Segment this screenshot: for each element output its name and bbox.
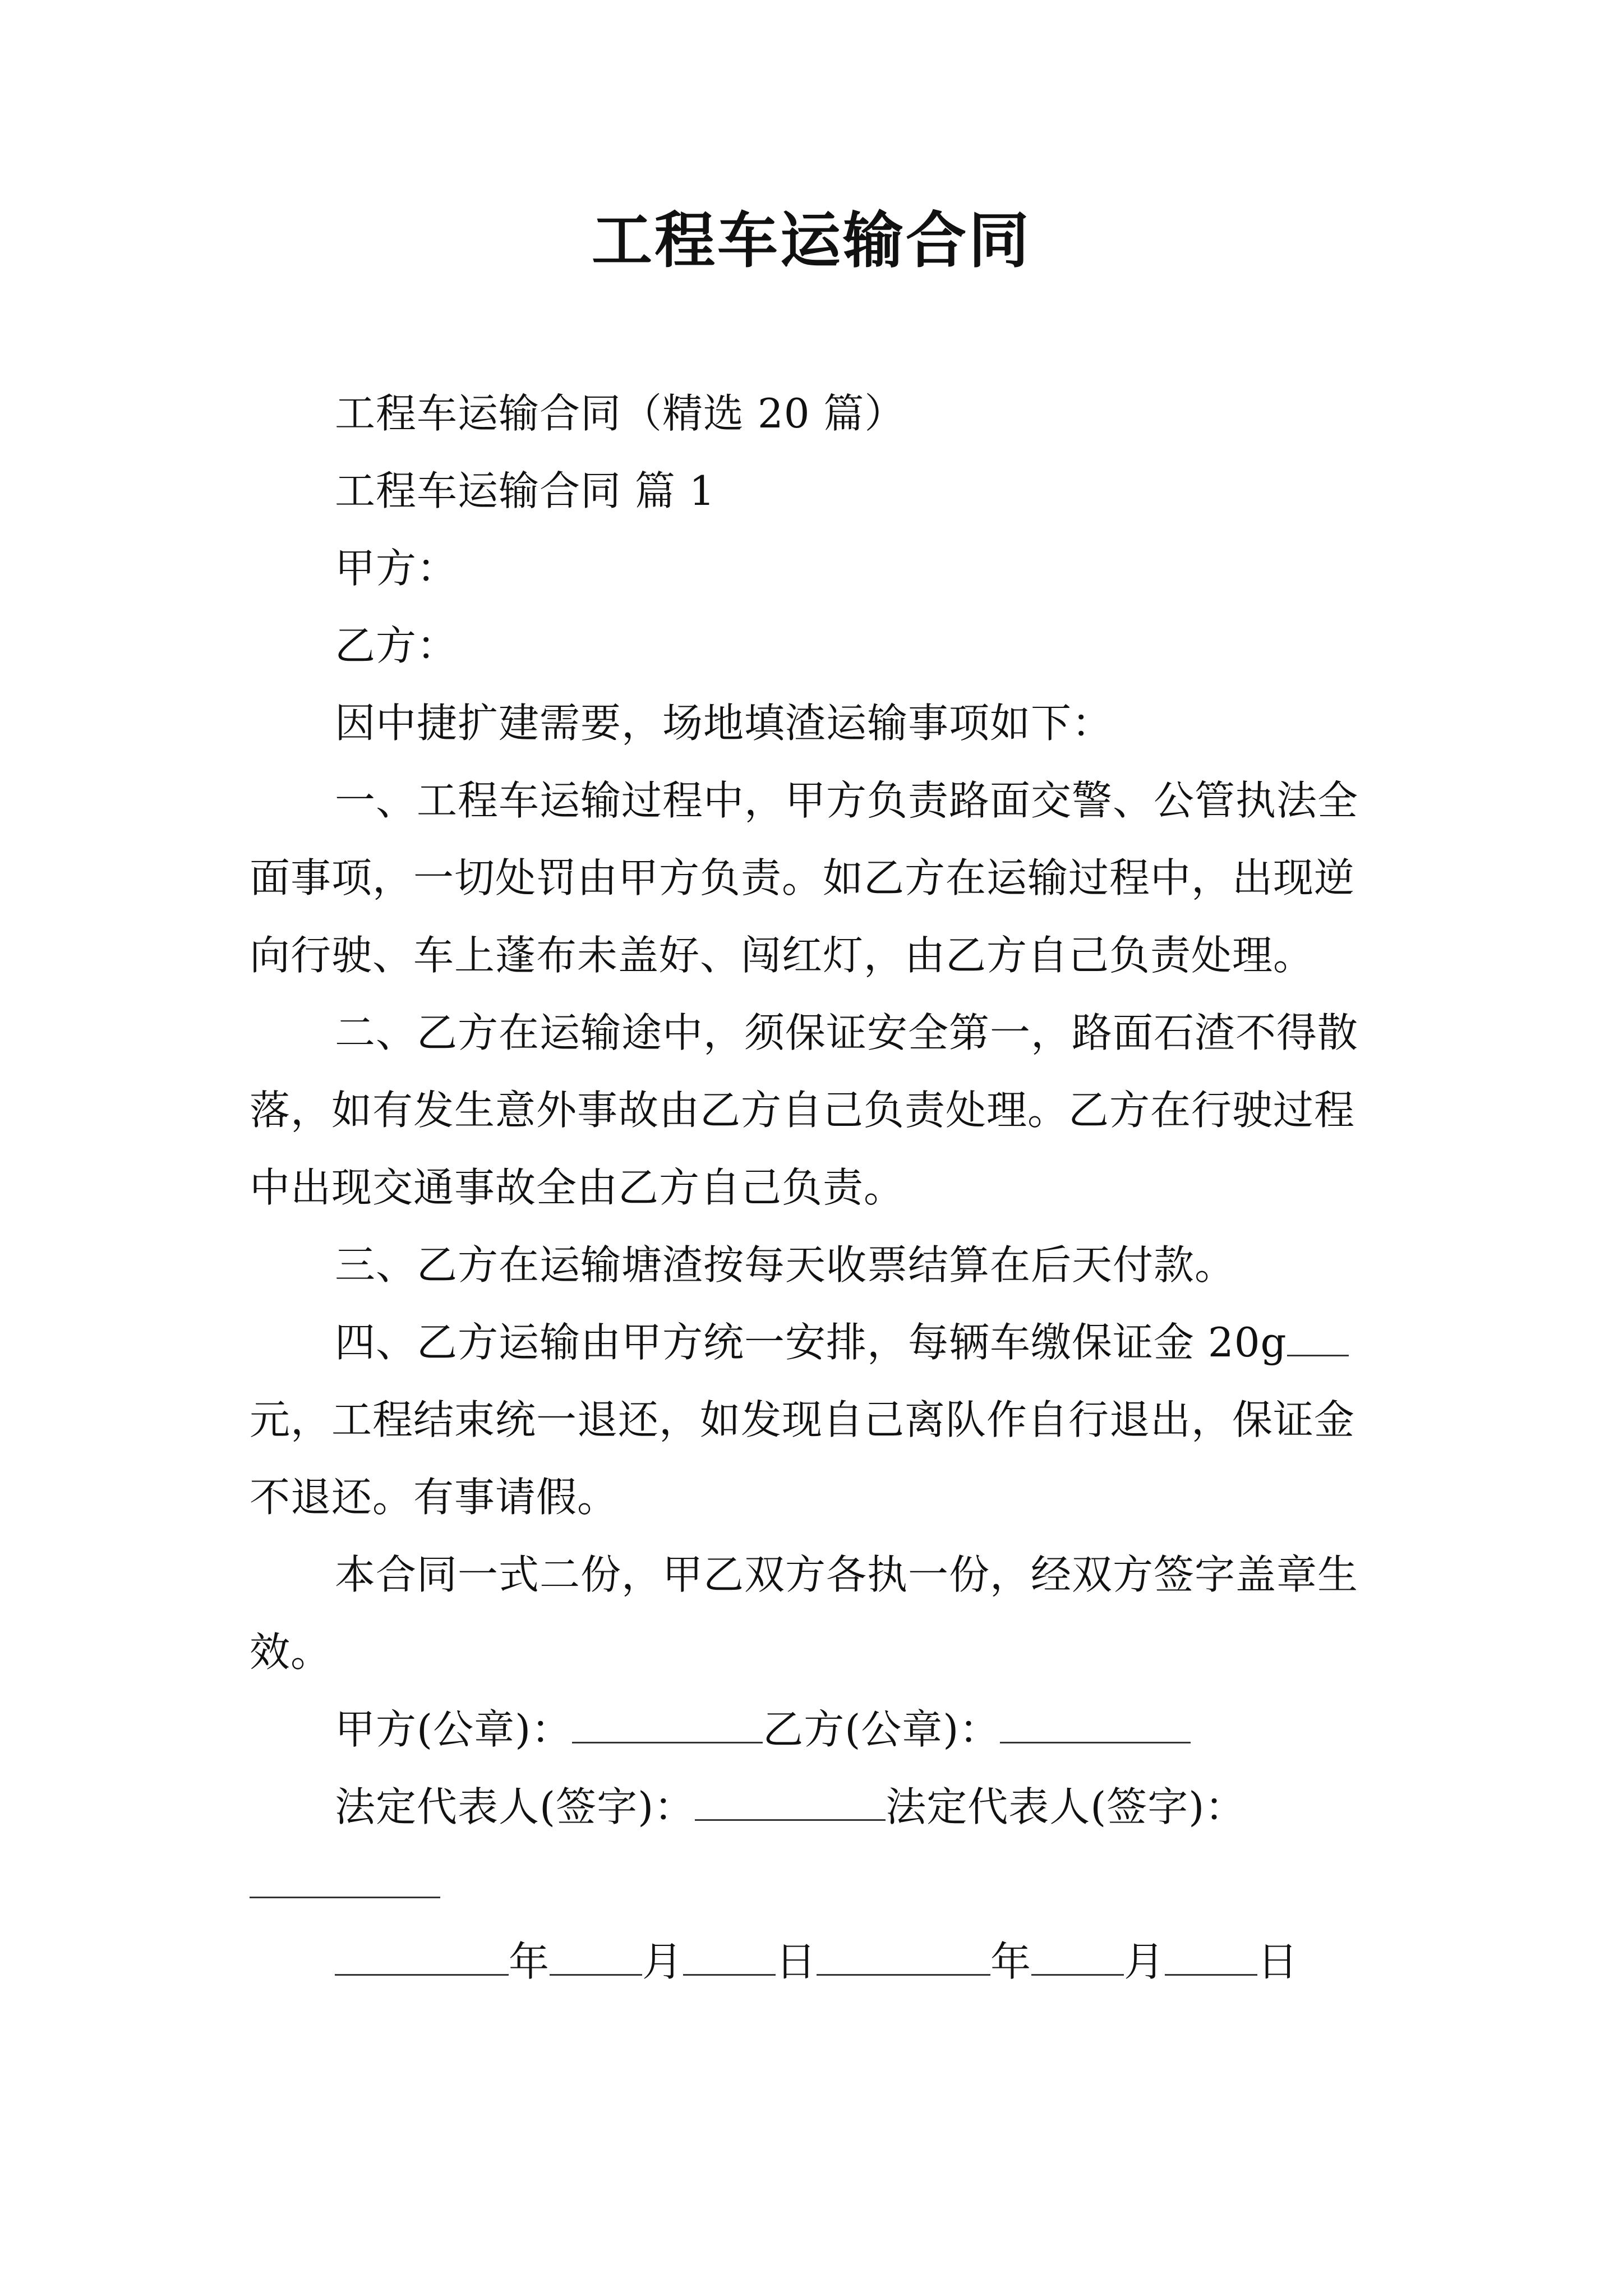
clause-4-text-after: 元，工程结束统一退还，如发现自己离队作自行退出，保证金不退还。有事请假。: [250, 1396, 1355, 1521]
date-a-year-label: 年: [509, 1938, 550, 1985]
clause-2: 二、乙方在运输途中，须保证安全第一，路面石渣不得散落，如有发生意外事故由乙方自己负责处理。乙方在行驶过程中出现交通事故全由乙方自己负责。: [250, 1009, 1359, 1211]
date-a-day-label: 日: [776, 1938, 817, 1985]
subtitle: 工程车运输合同（精选 20 篇）: [335, 390, 906, 437]
date-b-year-blank: [817, 1930, 990, 1976]
seal-line: [250, 1691, 1382, 1768]
clause-4-text-before: 四、乙方运输由甲方统一安排，每辆车缴保证金 20g: [335, 1319, 1287, 1366]
party-a-rep-label: 法定代表人(签字)：: [335, 1783, 695, 1830]
party-a-seal-label: 甲方(公章)：: [335, 1706, 573, 1753]
party-a-line: 甲方：: [335, 545, 458, 592]
clause-4: [250, 1304, 1382, 1536]
party-b-seal-label: 乙方(公章)：: [763, 1706, 1000, 1753]
intro-paragraph: 因中捷扩建需要，场地填渣运输事项如下：: [335, 700, 1113, 747]
date-b-day-label: 日: [1257, 1938, 1299, 1985]
document-title: 工程车运输合同: [591, 206, 1031, 276]
party-b-seal-blank: [1000, 1698, 1191, 1743]
closing-paragraph: 本合同一式二份，甲乙双方各执一份，经双方签字盖章生效。: [250, 1551, 1359, 1676]
date-b-month-label: 月: [1124, 1938, 1165, 1985]
deposit-amount-blank: [1287, 1311, 1349, 1356]
document-body: [250, 375, 1382, 2000]
date-a-day-blank: [683, 1930, 776, 1976]
representative-line: [250, 1768, 1382, 1846]
date-a-month-blank: [550, 1930, 642, 1976]
date-b-day-blank: [1165, 1930, 1257, 1976]
date-b-year-label: 年: [990, 1938, 1032, 1985]
party-b-rep-label: 法定代表人(签字)：: [886, 1783, 1246, 1830]
date-b-month-blank: [1031, 1930, 1124, 1976]
date-a-year-blank: [335, 1930, 509, 1976]
party-b-rep-blank-line: [250, 1846, 1382, 1923]
date-a-month-label: 月: [642, 1938, 684, 1985]
clause-3: 三、乙方在运输塘渣按每天收票结算在后天付款。: [335, 1241, 1236, 1289]
party-a-seal-blank: [572, 1698, 763, 1743]
clause-1: 一、工程车运输过程中，甲方负责路面交警、公管执法全面事项，一切处罚由甲方负责。如乙方在运输过程中，出现逆向行驶、车上蓬布未盖好、闯红灯，由乙方自己负责处理。: [250, 777, 1359, 979]
date-line: [250, 1923, 1382, 2000]
party-b-line: 乙方：: [335, 622, 458, 669]
section-heading: 工程车运输合同 篇 1: [335, 467, 716, 514]
party-a-rep-blank: [695, 1775, 886, 1821]
party-b-rep-blank: [250, 1853, 440, 1898]
